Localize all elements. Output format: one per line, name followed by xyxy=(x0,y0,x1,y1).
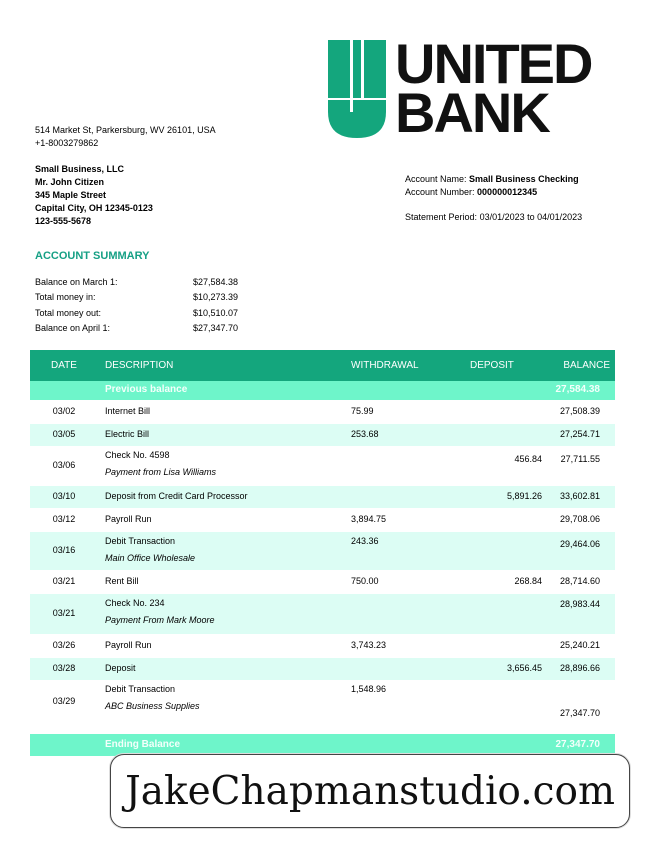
account-summary xyxy=(35,275,238,336)
bank-address xyxy=(35,124,216,150)
row-description: Payroll Run xyxy=(105,640,152,650)
row-balance: 29,464.06 xyxy=(559,539,600,549)
row-description: Debit Transaction xyxy=(105,684,176,694)
row-balance: 28,983.44 xyxy=(559,599,600,609)
bank-address-line: 514 Market St, Parkersburg, WV 26101, USA xyxy=(35,125,216,135)
row-withdrawal: 243.36 xyxy=(351,536,379,546)
summary-value: $10,273.39 xyxy=(193,292,239,303)
table-row xyxy=(30,634,615,658)
summary-row xyxy=(35,275,238,290)
previous-balance-row xyxy=(30,381,615,400)
ending-balance-row xyxy=(30,734,615,756)
row-balance: 27,254.71 xyxy=(559,429,600,439)
row-deposit: 3,656.45 xyxy=(506,663,542,673)
logo-word-bank: BANK xyxy=(395,81,549,144)
table-row xyxy=(30,508,615,532)
previous-balance-label: Previous balance xyxy=(105,384,188,395)
row-withdrawal: 75.99 xyxy=(351,406,374,416)
summary-value: $10,510.07 xyxy=(193,307,239,318)
ending-balance-value: 27,347.70 xyxy=(555,739,600,750)
customer-contact: Mr. John Citizen xyxy=(35,177,105,187)
customer-name: Small Business, LLC xyxy=(35,164,125,174)
row-description: Debit Transaction xyxy=(105,536,176,546)
row-date: 03/29 xyxy=(52,696,76,706)
row-description: Deposit from Credit Card Processor xyxy=(105,491,248,501)
row-balance: 27,508.39 xyxy=(559,406,600,416)
customer-city: Capital City, OH 12345-0123 xyxy=(35,203,153,213)
row-date: 03/06 xyxy=(52,460,76,470)
table-row xyxy=(30,486,615,508)
row-description: Deposit xyxy=(105,663,136,673)
row-date: 03/21 xyxy=(52,576,76,586)
account-name-value: Small Business Checking xyxy=(469,174,579,184)
account-number-value: 000000012345 xyxy=(477,187,538,197)
bank-phone: +1-8003279862 xyxy=(35,138,99,148)
row-description: Internet Bill xyxy=(105,406,151,416)
customer-block xyxy=(35,163,153,228)
table-row xyxy=(30,400,615,424)
table-row xyxy=(30,446,615,486)
row-description: Rent Bill xyxy=(105,576,139,586)
summary-label: Balance on March 1: xyxy=(35,277,118,287)
customer-phone: 123-555-5678 xyxy=(35,216,92,226)
row-balance: 28,896.66 xyxy=(559,663,600,673)
logo-word-united: UNITED xyxy=(395,32,592,95)
summary-value: $27,347.70 xyxy=(193,322,239,333)
table-row xyxy=(30,680,615,724)
row-date: 03/21 xyxy=(52,608,76,618)
row-withdrawal: 1,548.96 xyxy=(351,684,387,694)
summary-row xyxy=(35,306,238,321)
summary-label: Total money in: xyxy=(35,292,96,303)
row-balance: 25,240.21 xyxy=(559,640,600,650)
header-date: DATE xyxy=(51,360,77,371)
period-value: 03/01/2023 to 04/01/2023 xyxy=(479,212,583,222)
row-withdrawal: 3,743.23 xyxy=(351,640,387,650)
bank-logo xyxy=(328,32,618,144)
customer-street: 345 Maple Street xyxy=(35,190,107,200)
row-date: 03/28 xyxy=(52,663,76,673)
row-description: Payroll Run xyxy=(105,514,152,524)
header-withdrawal: WITHDRAWAL xyxy=(351,360,419,371)
table-row xyxy=(30,594,615,634)
row-subdescription: Payment From Mark Moore xyxy=(105,615,215,625)
row-subdescription: Payment from Lisa Williams xyxy=(105,467,216,477)
row-subdescription: Main Office Wholesale xyxy=(105,553,196,563)
table-row xyxy=(30,570,615,594)
table-row xyxy=(30,424,615,446)
row-date: 03/10 xyxy=(52,491,76,501)
transactions-table xyxy=(30,350,615,756)
bank-logo-icon xyxy=(328,40,388,138)
row-date: 03/05 xyxy=(52,429,76,439)
account-name-label: Account Name: xyxy=(405,174,467,184)
row-balance: 29,708.06 xyxy=(559,514,600,524)
row-withdrawal: 3,894.75 xyxy=(351,514,387,524)
row-withdrawal: 750.00 xyxy=(351,576,379,586)
row-date: 03/16 xyxy=(52,545,76,555)
summary-label: Total money out: xyxy=(35,307,102,318)
row-deposit: 5,891.26 xyxy=(506,491,542,501)
statement-period xyxy=(405,211,582,224)
account-number-label: Account Number: xyxy=(405,187,475,197)
summary-row xyxy=(35,321,238,336)
account-info xyxy=(405,173,579,199)
summary-value: $27,584.38 xyxy=(193,277,239,287)
summary-title: ACCOUNT SUMMARY xyxy=(35,250,150,262)
previous-balance-value: 27,584.38 xyxy=(555,384,600,395)
row-description: Electric Bill xyxy=(105,429,150,439)
summary-row xyxy=(35,290,238,305)
summary-label: Balance on April 1: xyxy=(35,322,111,333)
row-deposit: 268.84 xyxy=(514,576,542,586)
row-balance: 33,602.81 xyxy=(559,491,600,501)
row-date: 03/02 xyxy=(52,406,76,416)
table-header xyxy=(30,350,615,381)
row-description: Check No. 234 xyxy=(105,598,165,608)
period-label: Statement Period: xyxy=(405,212,478,222)
watermark: JakeChapmanstudio.com xyxy=(110,754,630,828)
table-row xyxy=(30,658,615,680)
row-subdescription: ABC Business Supplies xyxy=(105,701,200,711)
header-deposit: DEPOSIT xyxy=(470,360,514,371)
table-row xyxy=(30,532,615,570)
row-balance: 27,711.55 xyxy=(560,454,600,464)
row-balance: 28,714.60 xyxy=(559,576,600,586)
transaction-rows xyxy=(30,400,615,724)
row-date: 03/26 xyxy=(52,640,76,650)
row-description: Check No. 4598 xyxy=(105,450,170,460)
ending-balance-label: Ending Balance xyxy=(105,739,181,750)
row-withdrawal: 253.68 xyxy=(351,429,379,439)
header-description: DESCRIPTION xyxy=(105,360,174,371)
row-deposit: 456.84 xyxy=(514,454,542,464)
row-date: 03/12 xyxy=(52,514,76,524)
header-balance: BALANCE xyxy=(563,360,610,371)
row-balance: 27,347.70 xyxy=(559,708,600,718)
